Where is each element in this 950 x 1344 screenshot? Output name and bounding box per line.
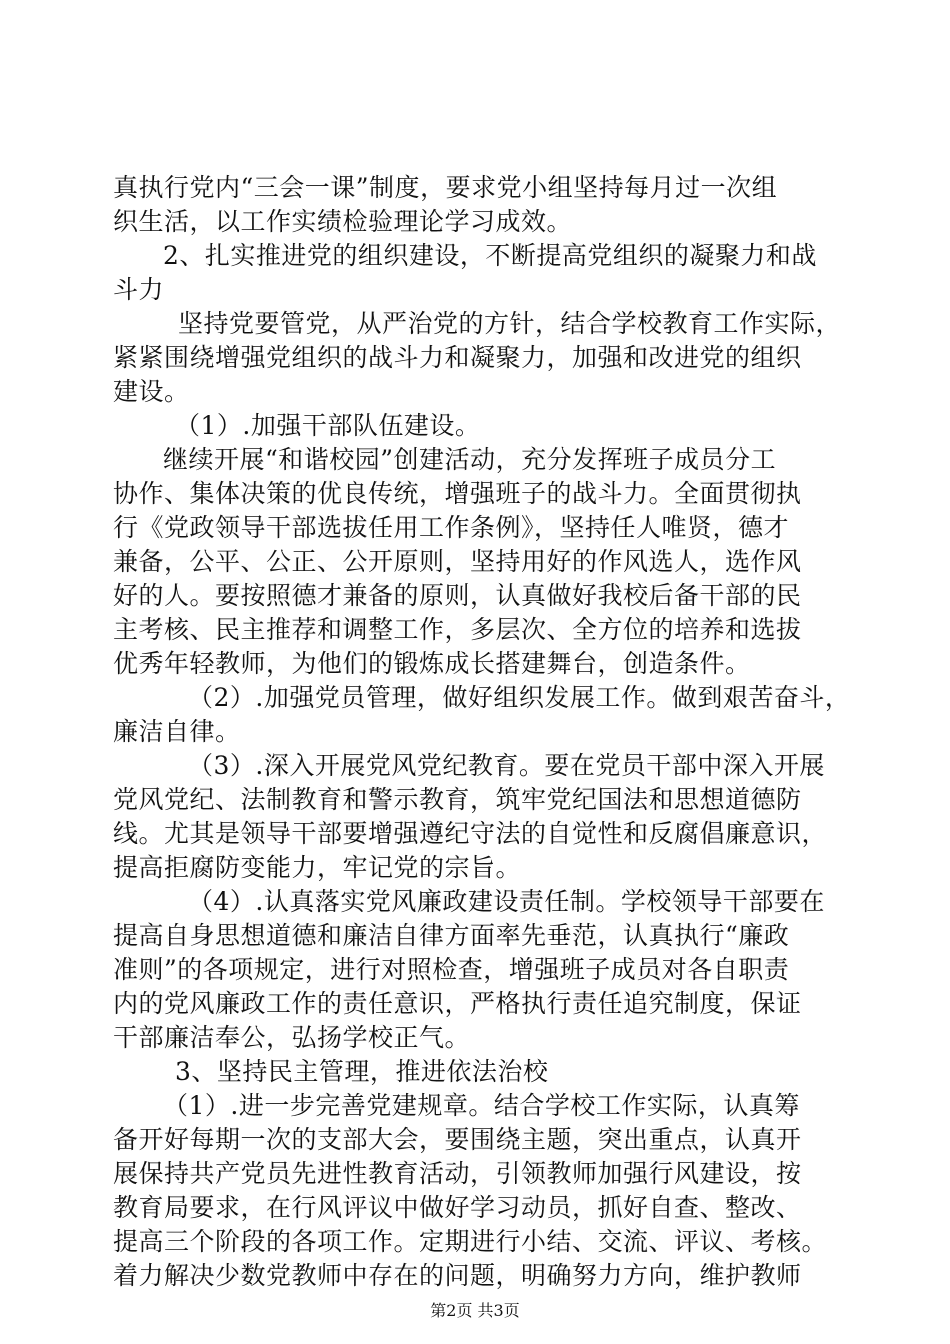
text-line: 优秀年轻教师，为他们的锻炼成长搭建舞台，创造条件。 — [113, 649, 751, 678]
text-line: 提高拒腐防变能力，牢记党的宗旨。 — [113, 853, 522, 882]
text-line: 提高三个阶段的各项工作。定期进行小结、交流、评议、考核。 — [113, 1227, 828, 1256]
text-line: 提高自身思想道德和廉洁自律方面率先垂范，认真执行“廉政 — [113, 921, 790, 950]
section-heading: 2、扎实推进党的组织建设，不断提高党组织的凝聚力和战 — [163, 241, 817, 270]
text-line: 廉洁自律。 — [113, 717, 241, 746]
text-line: 真执行党内“三会一课”制度，要求党小组坚持每月过一次组 — [113, 173, 778, 202]
subsection-heading: （1）.加强干部队伍建设。 — [175, 411, 481, 440]
text-line: 织生活，以工作实绩检验理论学习成效。 — [113, 207, 573, 236]
text-line: 线。尤其是领导干部要增强遵纪守法的自觉性和反腐倡廉意识， — [113, 819, 828, 848]
text-line: 协作、集体决策的优良传统，增强班子的战斗力。全面贯彻执 — [113, 479, 802, 508]
text-line: 紧紧围绕增强党组织的战斗力和凝聚力，加强和改进党的组织 — [113, 343, 802, 372]
text-line: 备开好每期一次的支部大会，要围绕主题，突出重点，认真开 — [113, 1125, 802, 1154]
text-line: 内的党风廉政工作的责任意识，严格执行责任追究制度，保证 — [113, 989, 802, 1018]
text-line: （4）.认真落实党风廉政建设责任制。学校领导干部要在 — [188, 887, 825, 916]
text-line: 建设。 — [113, 377, 190, 406]
page-footer: 第2页 共3页 — [430, 1301, 520, 1320]
text-line: 继续开展“和谐校园”创建活动，充分发挥班子成员分工 — [163, 445, 777, 474]
section-heading: 3、坚持民主管理，推进依法治校 — [175, 1057, 549, 1086]
text-line: 主考核、民主推荐和调整工作，多层次、全方位的培养和选拔 — [113, 615, 802, 644]
text-line: 着力解决少数党教师中存在的问题，明确努力方向，维护教师 — [113, 1261, 802, 1290]
text-line: 党风党纪、法制教育和警示教育，筑牢党纪国法和思想道德防 — [113, 785, 802, 814]
text-line: （3）.深入开展党风党纪教育。要在党员干部中深入开展 — [188, 751, 825, 780]
text-line: （2）.加强党员管理，做好组织发展工作。做到艰苦奋斗， — [188, 683, 851, 712]
text-line: （1）.进一步完善党建规章。结合学校工作实际，认真筹 — [163, 1091, 800, 1120]
section-heading: 斗力 — [113, 275, 165, 304]
text-line: 准则”的各项规定，进行对照检查，增强班子成员对各自职责 — [113, 955, 790, 984]
text-line: 教育局要求，在行风评议中做好学习动员，抓好自查、整改、 — [113, 1193, 802, 1222]
text-line: 兼备，公平、公正、公开原则，坚持用好的作风选人，选作风 — [113, 547, 802, 576]
text-line: 行《党政领导干部选拔任用工作条例》，坚持任人唯贤，德才 — [113, 513, 790, 542]
text-line: 干部廉洁奉公，弘扬学校正气。 — [113, 1023, 471, 1052]
text-line: 坚持党要管党，从严治党的方针，结合学校教育工作实际， — [178, 309, 842, 338]
text-line: 好的人。要按照德才兼备的原则，认真做好我校后备干部的民 — [113, 581, 802, 610]
text-line: 展保持共产党员先进性教育活动，引领教师加强行风建设，按 — [113, 1159, 802, 1188]
